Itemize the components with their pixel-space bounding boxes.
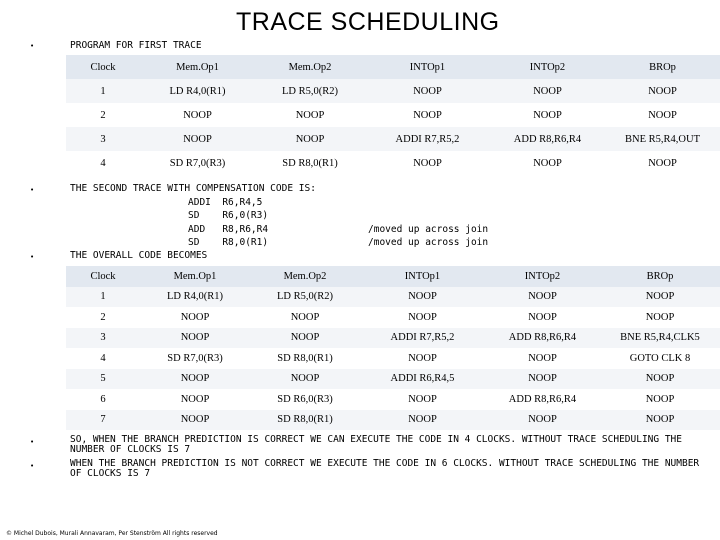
- table-cell: GOTO CLK 8: [600, 348, 720, 369]
- bullet-icon: •: [30, 186, 35, 194]
- slide-title: TRACE SCHEDULING: [236, 8, 500, 36]
- table-cell: ADDI R7,R5,2: [360, 328, 485, 349]
- table-row: [66, 410, 720, 431]
- table-cell: NOOP: [360, 389, 485, 410]
- table-cell: NOOP: [140, 389, 250, 410]
- table-cell: NOOP: [600, 369, 720, 390]
- table-cell: SD R8,0(R1): [255, 151, 365, 175]
- table-header-cell: BROp: [600, 266, 720, 287]
- table-cell: 2: [66, 103, 140, 127]
- table-cell: NOOP: [485, 410, 600, 431]
- table-cell: NOOP: [360, 348, 485, 369]
- table-cell: NOOP: [490, 103, 605, 127]
- table-cell: 1: [66, 79, 140, 103]
- table-cell: NOOP: [140, 328, 250, 349]
- table-cell: ADD R8,R6,R4: [485, 328, 600, 349]
- table-cell: NOOP: [600, 389, 720, 410]
- table-cell: NOOP: [490, 79, 605, 103]
- table-row: [66, 348, 720, 369]
- table-cell: LD R4,0(R1): [140, 79, 255, 103]
- table-header-cell: Clock: [66, 55, 140, 79]
- table-cell: 3: [66, 127, 140, 151]
- table-cell: NOOP: [140, 410, 250, 431]
- table-cell: NOOP: [605, 151, 720, 175]
- table-cell: NOOP: [365, 151, 490, 175]
- table-cell: NOOP: [250, 369, 360, 390]
- table-cell: ADDI R7,R5,2: [365, 127, 490, 151]
- table-cell: NOOP: [485, 369, 600, 390]
- overall-heading: THE OVERALL CODE BECOMES: [70, 250, 208, 261]
- table-cell: LD R5,0(R2): [255, 79, 365, 103]
- table-cell: NOOP: [140, 369, 250, 390]
- bullet-icon: •: [30, 42, 35, 50]
- table-header-cell: INTOp2: [485, 266, 600, 287]
- table-row: [66, 389, 720, 410]
- table-row: [66, 127, 720, 151]
- table-header-cell: Mem.Op2: [250, 266, 360, 287]
- bullet-icon: •: [30, 253, 35, 261]
- table-header-row: [66, 55, 720, 79]
- table-row: [66, 151, 720, 175]
- table-cell: 7: [66, 410, 140, 431]
- table-cell: NOOP: [485, 307, 600, 328]
- table-cell: BNE R5,R4,CLK5: [600, 328, 720, 349]
- table-cell: NOOP: [365, 103, 490, 127]
- table-cell: 1: [66, 287, 140, 308]
- table-header-cell: INTOp1: [365, 55, 490, 79]
- table-header-cell: Mem.Op1: [140, 266, 250, 287]
- table-header-cell: INTOp1: [360, 266, 485, 287]
- table-cell: NOOP: [600, 287, 720, 308]
- table-cell: 4: [66, 348, 140, 369]
- table-header-cell: Clock: [66, 266, 140, 287]
- table-cell: 6: [66, 389, 140, 410]
- table-row: [66, 369, 720, 390]
- copyright-footer: © Michel Dubois, Murali Annavaram, Per Stenström All rights reserved: [6, 530, 218, 537]
- bullet-icon: •: [30, 462, 35, 470]
- table-cell: NOOP: [255, 103, 365, 127]
- table-row: [66, 103, 720, 127]
- table-cell: NOOP: [250, 307, 360, 328]
- first-trace-table: [66, 55, 720, 175]
- conclusion-correct: SO, WHEN THE BRANCH PREDICTION IS CORRECT WE CAN EXECUTE THE CODE IN 4 CLOCKS. WITHOUT TRACE SCHEDULING THE NUMBER OF CLOCKS IS 7: [70, 434, 682, 455]
- overall-code-table: [66, 266, 720, 430]
- table-row: [66, 328, 720, 349]
- table-header-cell: Mem.Op2: [255, 55, 365, 79]
- code-line: ADD R8,R6,R4: [188, 224, 269, 235]
- table-cell: NOOP: [600, 410, 720, 431]
- table-cell: 5: [66, 369, 140, 390]
- table-header-cell: Mem.Op1: [140, 55, 255, 79]
- table-cell: NOOP: [255, 127, 365, 151]
- table-cell: NOOP: [605, 79, 720, 103]
- table-header-cell: INTOp2: [490, 55, 605, 79]
- table-cell: NOOP: [140, 103, 255, 127]
- table-cell: SD R6,0(R3): [250, 389, 360, 410]
- second-trace-heading: THE SECOND TRACE WITH COMPENSATION CODE IS:: [70, 183, 316, 194]
- bullet-icon: •: [30, 438, 35, 446]
- code-line: ADDI R6,R4,5: [188, 197, 263, 208]
- table-cell: NOOP: [140, 127, 255, 151]
- table-cell: BNE R5,R4,OUT: [605, 127, 720, 151]
- table-cell: SD R8,0(R1): [250, 410, 360, 431]
- table-cell: NOOP: [140, 307, 250, 328]
- table-cell: SD R7,0(R3): [140, 348, 250, 369]
- table-cell: NOOP: [485, 348, 600, 369]
- table-row: [66, 287, 720, 308]
- table-cell: ADD R8,R6,R4: [490, 127, 605, 151]
- table-cell: ADD R8,R6,R4: [485, 389, 600, 410]
- table-cell: ADDI R6,R4,5: [360, 369, 485, 390]
- conclusion-incorrect: WHEN THE BRANCH PREDICTION IS NOT CORRECT WE EXECUTE THE CODE IN 6 CLOCKS. WITHOUT TRACE SCHEDULING THE NUMBER OF CLOCKS IS 7: [70, 458, 700, 479]
- table-cell: NOOP: [360, 307, 485, 328]
- code-line: SD R6,0(R3): [188, 210, 269, 221]
- table-cell: NOOP: [485, 287, 600, 308]
- program-heading: PROGRAM FOR FIRST TRACE: [70, 40, 202, 51]
- table-cell: NOOP: [490, 151, 605, 175]
- code-line: SD R8,0(R1): [188, 237, 269, 248]
- table-cell: SD R7,0(R3): [140, 151, 255, 175]
- table-cell: NOOP: [250, 328, 360, 349]
- code-comment: /moved up across join: [368, 224, 489, 235]
- table-cell: 3: [66, 328, 140, 349]
- table-cell: NOOP: [360, 287, 485, 308]
- table-cell: NOOP: [605, 103, 720, 127]
- table-cell: 4: [66, 151, 140, 175]
- table-cell: SD R8,0(R1): [250, 348, 360, 369]
- table-header-cell: BROp: [605, 55, 720, 79]
- table-cell: LD R4,0(R1): [140, 287, 250, 308]
- table-cell: NOOP: [600, 307, 720, 328]
- table-row: [66, 307, 720, 328]
- table-cell: 2: [66, 307, 140, 328]
- table-cell: LD R5,0(R2): [250, 287, 360, 308]
- table-cell: NOOP: [365, 79, 490, 103]
- table-cell: NOOP: [360, 410, 485, 431]
- table-header-row: [66, 266, 720, 287]
- table-row: [66, 79, 720, 103]
- code-comment: /moved up across join: [368, 237, 489, 248]
